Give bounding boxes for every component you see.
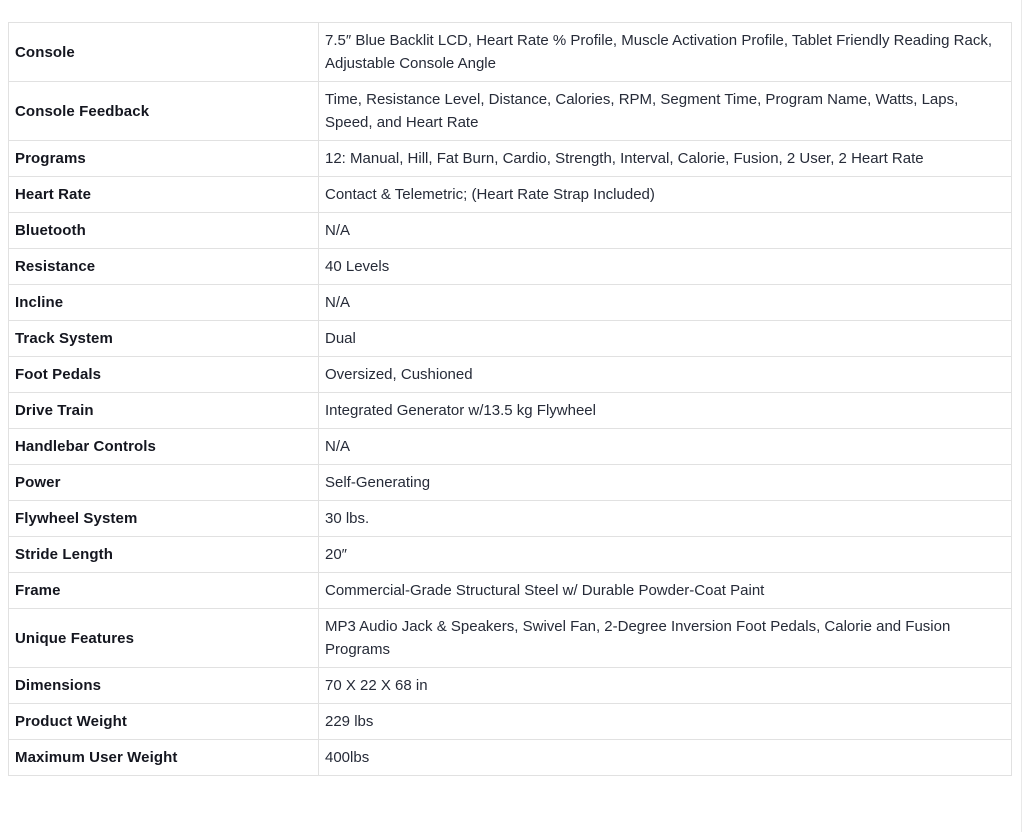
spec-label: Unique Features <box>9 609 319 668</box>
table-row <box>9 393 1012 429</box>
table-row <box>9 429 1012 465</box>
table-row <box>9 285 1012 321</box>
spec-value: 40 Levels <box>319 249 1012 285</box>
table-row <box>9 357 1012 393</box>
spec-value: 30 lbs. <box>319 501 1012 537</box>
table-row <box>9 668 1012 704</box>
spec-value: 400lbs <box>319 740 1012 776</box>
table-row <box>9 82 1012 141</box>
spec-value: Integrated Generator w/13.5 kg Flywheel <box>319 393 1012 429</box>
spec-label: Drive Train <box>9 393 319 429</box>
spec-label: Handlebar Controls <box>9 429 319 465</box>
spec-label: Product Weight <box>9 704 319 740</box>
spec-label: Maximum User Weight <box>9 740 319 776</box>
table-row <box>9 704 1012 740</box>
table-row <box>9 177 1012 213</box>
page-edge-divider <box>1021 0 1022 832</box>
spec-label: Flywheel System <box>9 501 319 537</box>
table-row <box>9 501 1012 537</box>
spec-label: Incline <box>9 285 319 321</box>
spec-value: 70 X 22 X 68 in <box>319 668 1012 704</box>
table-row <box>9 740 1012 776</box>
spec-value: Commercial-Grade Structural Steel w/ Durable Powder-Coat Paint <box>319 573 1012 609</box>
spec-label: Console <box>9 23 319 82</box>
spec-value: Contact & Telemetric; (Heart Rate Strap Included) <box>319 177 1012 213</box>
table-row <box>9 249 1012 285</box>
product-spec-table <box>8 22 1012 776</box>
spec-label: Console Feedback <box>9 82 319 141</box>
spec-label: Programs <box>9 141 319 177</box>
table-row <box>9 537 1012 573</box>
spec-label: Foot Pedals <box>9 357 319 393</box>
spec-label: Bluetooth <box>9 213 319 249</box>
spec-label: Frame <box>9 573 319 609</box>
spec-label: Stride Length <box>9 537 319 573</box>
table-row <box>9 609 1012 668</box>
table-row <box>9 213 1012 249</box>
spec-value: Dual <box>319 321 1012 357</box>
table-row <box>9 573 1012 609</box>
spec-value: 7.5″ Blue Backlit LCD, Heart Rate % Profile, Muscle Activation Profile, Tablet Friendly Reading Rack, Adjustable Console Angle <box>319 23 1012 82</box>
table-row <box>9 465 1012 501</box>
spec-value: N/A <box>319 429 1012 465</box>
spec-value: N/A <box>319 285 1012 321</box>
spec-value: Time, Resistance Level, Distance, Calories, RPM, Segment Time, Program Name, Watts, Laps, Speed, and Heart Rate <box>319 82 1012 141</box>
table-row <box>9 321 1012 357</box>
spec-value: 229 lbs <box>319 704 1012 740</box>
spec-label: Resistance <box>9 249 319 285</box>
spec-value: Oversized, Cushioned <box>319 357 1012 393</box>
spec-value: MP3 Audio Jack & Speakers, Swivel Fan, 2-Degree Inversion Foot Pedals, Calorie and Fusion Programs <box>319 609 1012 668</box>
spec-value: Self-Generating <box>319 465 1012 501</box>
spec-label: Dimensions <box>9 668 319 704</box>
spec-value: 12: Manual, Hill, Fat Burn, Cardio, Strength, Interval, Calorie, Fusion, 2 User, 2 Heart Rate <box>319 141 1012 177</box>
table-row <box>9 23 1012 82</box>
spec-label: Heart Rate <box>9 177 319 213</box>
spec-label: Power <box>9 465 319 501</box>
spec-label: Track System <box>9 321 319 357</box>
spec-value: N/A <box>319 213 1012 249</box>
table-row <box>9 141 1012 177</box>
spec-value: 20″ <box>319 537 1012 573</box>
